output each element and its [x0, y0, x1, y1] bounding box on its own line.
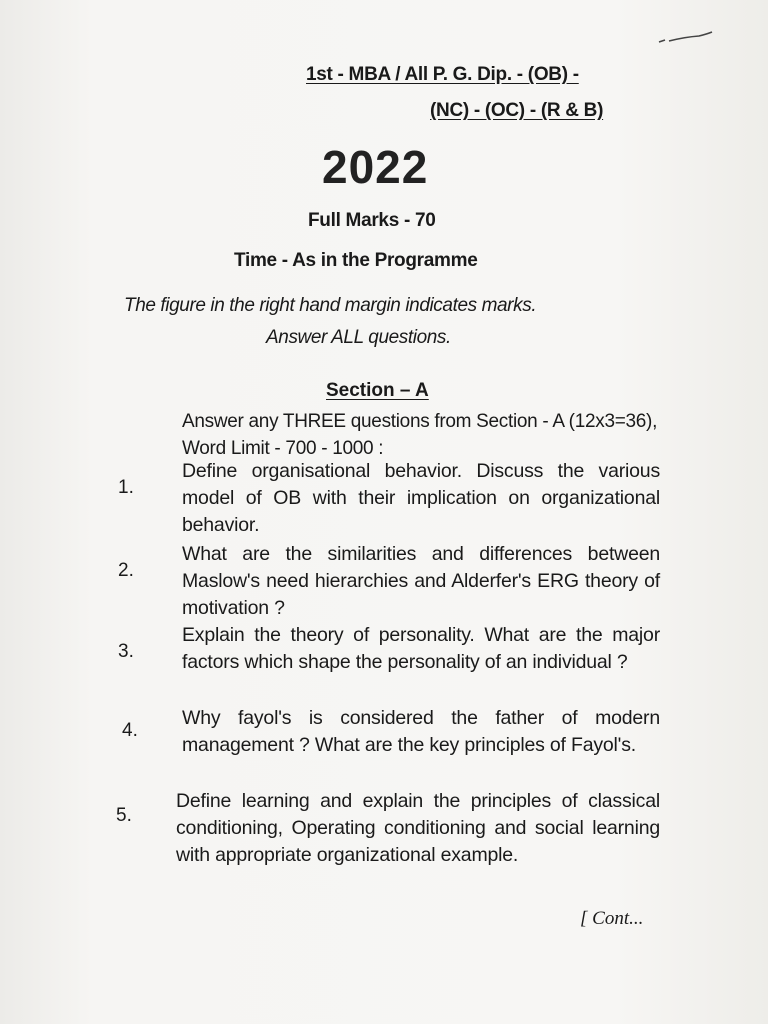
question-text: What are the similarities and differences between Maslow's need hierarchies and Alderfer's ERG theory of motivation ? [182, 543, 660, 619]
marks-instruction: The figure in the right hand margin indicates marks. [124, 295, 537, 316]
answer-all-instruction: Answer ALL questions. [266, 327, 451, 348]
section-a-intro: Answer any THREE questions from Section - A (12x3=36), Word Limit - 700 - 1000 : [182, 411, 658, 459]
pen-mark-decoration [655, 28, 715, 48]
question-text: Explain the theory of personality. What are the major factors which shape the personality of an individual ? [182, 624, 660, 673]
continued-marker: [ Cont... [580, 908, 644, 929]
question-number: 4. [122, 720, 138, 741]
question-number: 3. [118, 641, 134, 662]
exam-time: Time - As in the Programme [234, 250, 478, 271]
section-a-title: Section – A [326, 380, 429, 401]
full-marks: Full Marks - 70 [308, 210, 436, 231]
question-number: 5. [116, 805, 132, 826]
question-number: 1. [118, 477, 134, 498]
question-text: Define organisational behavior. Discuss the various model of OB with their implication on organizational behavior. [182, 460, 660, 536]
question-number: 2. [118, 560, 134, 581]
exam-year: 2022 [322, 141, 429, 193]
question-text: Why fayol's is considered the father of modern management ? What are the key principles of Fayol's. [182, 707, 660, 756]
course-title-line-1: 1st - MBA / All P. G. Dip. - (OB) - [306, 64, 579, 85]
course-title-line-2: (NC) - (OC) - (R & B) [430, 100, 604, 121]
question-text: Define learning and explain the principles of classical conditioning, Operating conditioning and social learning with appropriate organizational example. [176, 790, 660, 866]
